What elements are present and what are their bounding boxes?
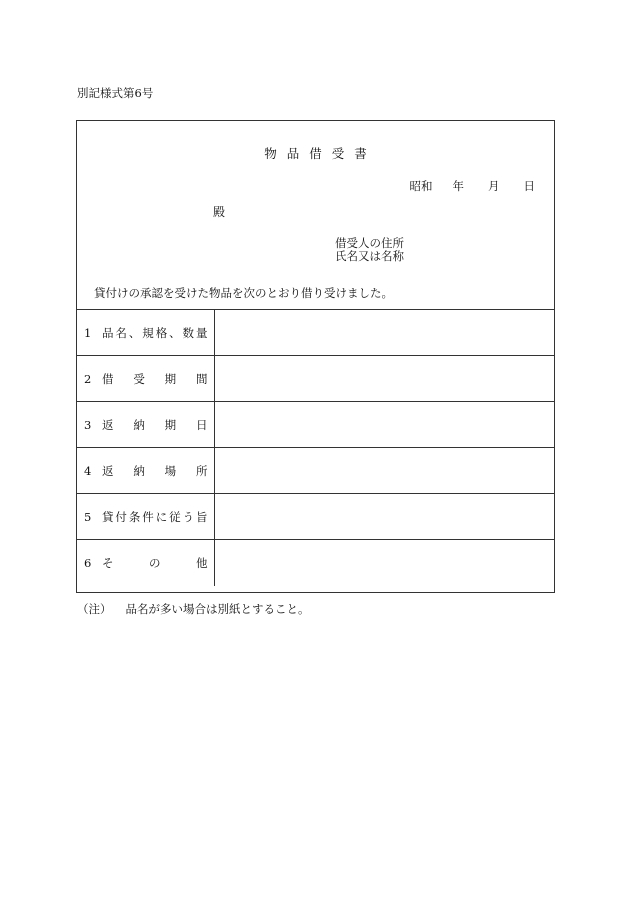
row-label-cell [77, 356, 214, 402]
row-number: 1 [84, 325, 92, 340]
borrower-name-label: 氏名又は名称 [335, 249, 404, 263]
row-number: 2 [84, 371, 92, 386]
row-number: 6 [84, 555, 92, 570]
row-label: 借 受 期 間 [102, 371, 208, 386]
form-number: 別記様式第6号 [77, 86, 154, 100]
row-number: 3 [84, 417, 92, 432]
statement-text: 貸付けの承認を受けた物品を次のとおり借り受けました。 [94, 286, 393, 300]
borrower-address-label: 借受人の住所 [335, 236, 404, 250]
table-row [77, 310, 554, 356]
items-table [77, 309, 554, 586]
table-row [77, 448, 554, 494]
row-value-cell [214, 356, 554, 402]
footnote-text: 品名が多い場合は別紙とすること。 [125, 602, 310, 616]
date-line [410, 178, 536, 194]
row-number: 5 [84, 509, 92, 524]
table-row [77, 494, 554, 540]
addressee-suffix: 殿 [213, 205, 226, 219]
footnote-mark: （注） [77, 602, 112, 616]
row-label: 品 名 、 規 格 、 数 量 [102, 325, 208, 340]
borrower-block [335, 237, 404, 263]
row-label-cell [77, 540, 214, 586]
date-day-label: 日 [523, 179, 535, 193]
footnote [77, 601, 310, 617]
table-row [77, 540, 554, 586]
row-label-cell [77, 402, 214, 448]
date-year-label: 年 [452, 179, 464, 193]
row-value-cell [214, 448, 554, 494]
row-number: 4 [84, 463, 92, 478]
row-label-cell [77, 494, 214, 540]
table-row [77, 402, 554, 448]
date-month-label: 月 [488, 179, 500, 193]
row-value-cell [214, 540, 554, 586]
date-era: 昭和 [409, 179, 433, 193]
document-title: 物品借受書 [264, 146, 377, 161]
row-value-cell [214, 310, 554, 356]
row-label: そ の 他 [102, 555, 208, 570]
row-label-cell [77, 448, 214, 494]
row-value-cell [214, 494, 554, 540]
row-label: 返 納 場 所 [102, 463, 208, 478]
row-label: 返 納 期 日 [102, 417, 208, 432]
table-row [77, 356, 554, 402]
row-label-cell [77, 310, 214, 356]
form-box [76, 120, 555, 593]
row-value-cell [214, 402, 554, 448]
row-label: 貸 付 条 件 に 従 う 旨 [102, 509, 208, 524]
